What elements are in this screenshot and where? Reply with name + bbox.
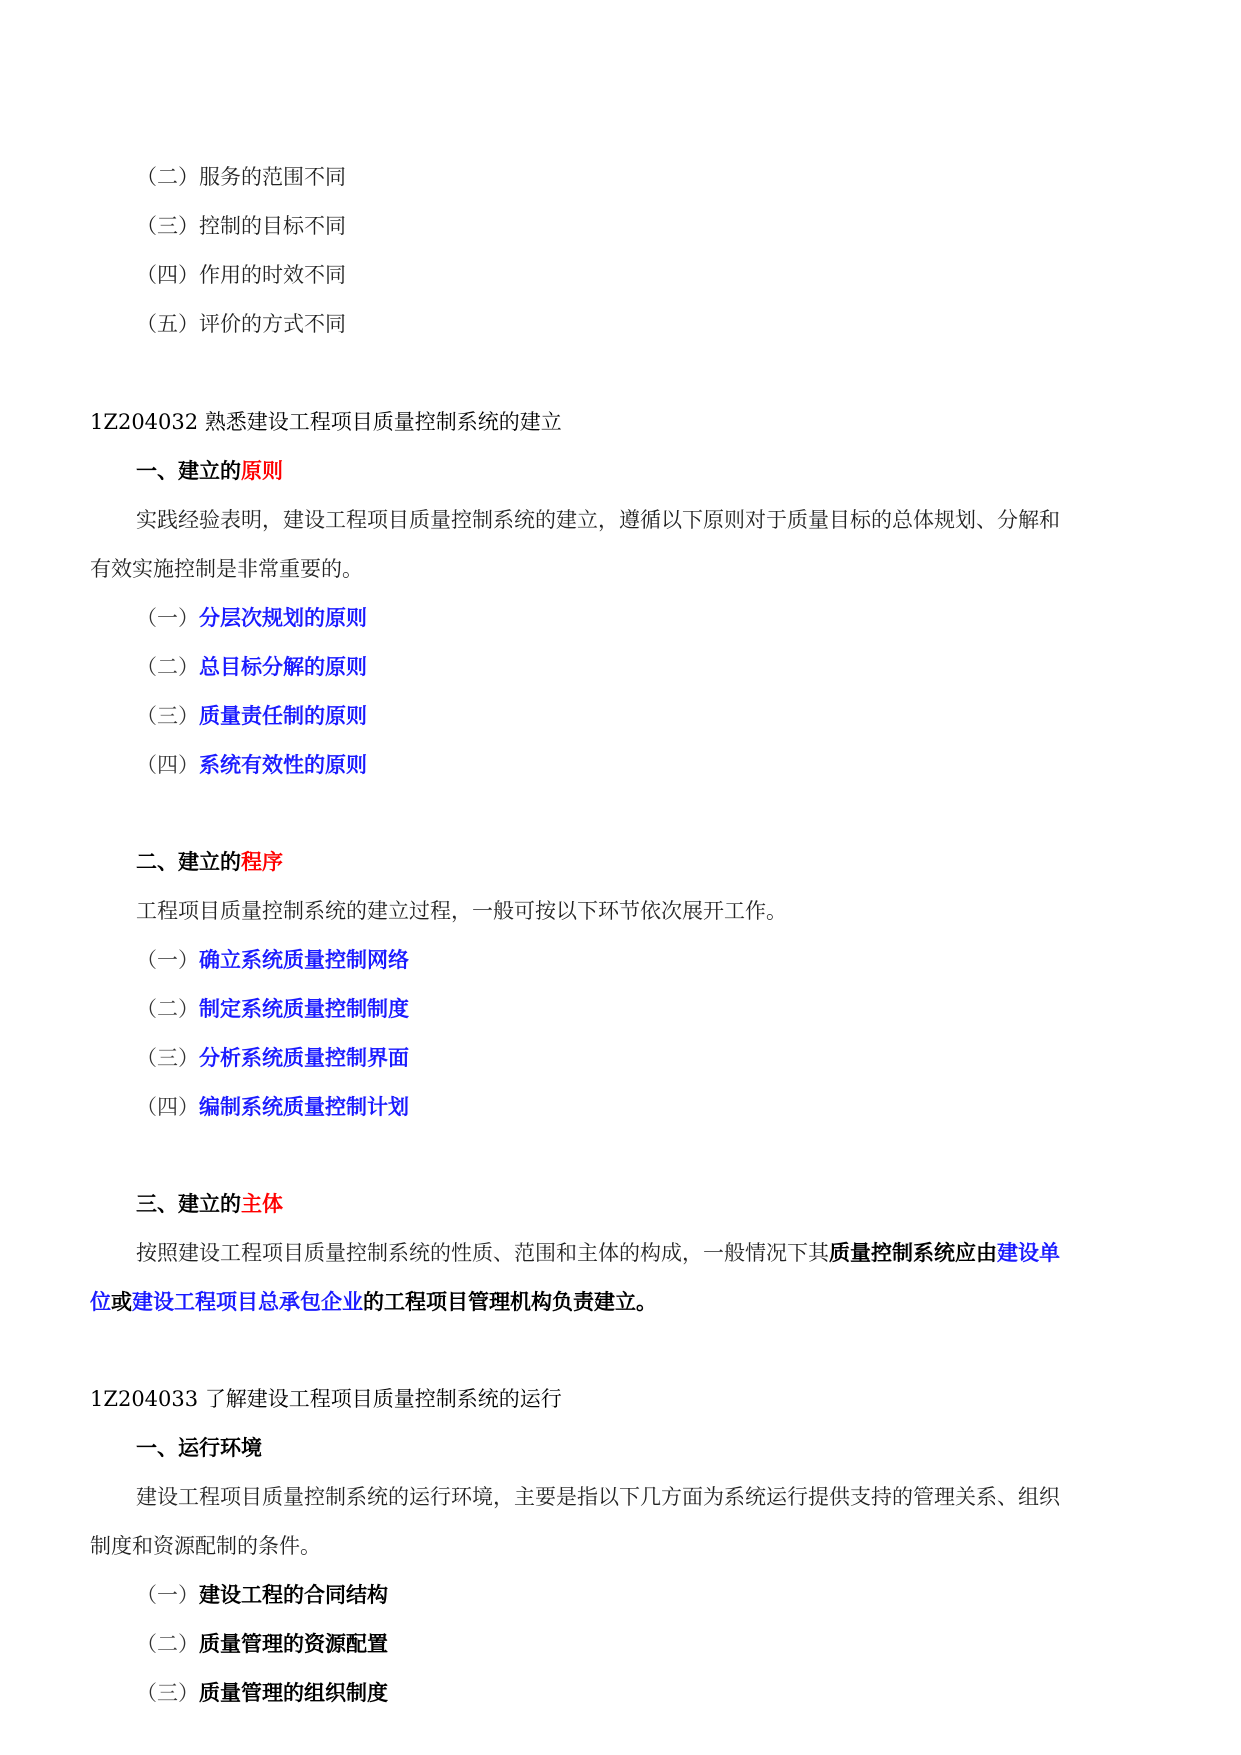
- paragraph-text: 按照建设工程项目质量控制系统的性质、范围和主体的构成，一般情况下其: [136, 1241, 829, 1265]
- list-number: （二）: [136, 655, 199, 679]
- subsection-heading: 一、运行环境: [136, 1436, 262, 1460]
- paragraph-emphasis: 的工程项目管理机构负责建立。: [363, 1290, 657, 1314]
- list-text: 质量管理的资源配置: [199, 1632, 388, 1656]
- list-item: [136, 1678, 388, 1708]
- section-code: 1Z204033: [90, 1387, 199, 1411]
- list-item: （五）评价的方式不同: [136, 312, 346, 336]
- list-item: [136, 1043, 409, 1073]
- list-item: [136, 652, 367, 682]
- list-text: 编制系统质量控制计划: [199, 1095, 409, 1119]
- subsection-keyword: 原则: [241, 459, 283, 483]
- list-number: （二）: [136, 997, 199, 1021]
- list-item: [136, 945, 409, 975]
- list-number: （四）: [136, 1095, 199, 1119]
- list-item: （三）控制的目标不同: [136, 214, 346, 238]
- list-text: 质量责任制的原则: [199, 704, 367, 728]
- list-number: （二）: [136, 1632, 199, 1656]
- section-code: 1Z204032: [90, 410, 199, 434]
- list-text: 建设工程的合同结构: [199, 1583, 388, 1607]
- list-item: （四）作用的时效不同: [136, 263, 346, 287]
- paragraph-line: 制度和资源配制的条件。: [90, 1534, 321, 1558]
- paragraph-highlight: 建设工程项目总承包企业: [132, 1290, 363, 1314]
- subsection-prefix: 二、建立的: [136, 850, 241, 874]
- subsection-keyword: 程序: [241, 850, 283, 874]
- paragraph-line: 实践经验表明，建设工程项目质量控制系统的建立，遵循以下原则对于质量目标的总体规划、分解和: [136, 508, 1060, 532]
- paragraph-line: [90, 1287, 657, 1317]
- list-item: [136, 603, 367, 633]
- list-text: 分层次规划的原则: [199, 606, 367, 630]
- list-text: 系统有效性的原则: [199, 753, 367, 777]
- paragraph-highlight: 位: [90, 1290, 111, 1314]
- list-item: [136, 1629, 388, 1659]
- subsection-keyword: 主体: [241, 1192, 283, 1216]
- paragraph-highlight: 建设单: [997, 1241, 1060, 1265]
- list-item: [136, 1580, 388, 1610]
- paragraph-line: 建设工程项目质量控制系统的运行环境，主要是指以下几方面为系统运行提供支持的管理关系、组织: [136, 1485, 1060, 1509]
- list-number: （四）: [136, 753, 199, 777]
- section-title: 了解建设工程项目质量控制系统的运行: [204, 1387, 562, 1411]
- paragraph-line: 工程项目质量控制系统的建立过程，一般可按以下环节依次展开工作。: [136, 899, 787, 923]
- list-number: （三）: [136, 1681, 199, 1705]
- list-text: 确立系统质量控制网络: [199, 948, 409, 972]
- subsection-heading: [136, 1189, 283, 1219]
- list-item: [136, 701, 367, 731]
- subsection-prefix: 一、建立的: [136, 459, 241, 483]
- list-text: 质量管理的组织制度: [199, 1681, 388, 1705]
- list-number: （三）: [136, 1046, 199, 1070]
- subsection-prefix: 三、建立的: [136, 1192, 241, 1216]
- list-text: 总目标分解的原则: [199, 655, 367, 679]
- paragraph-line: [136, 1238, 1060, 1268]
- section-title: 熟悉建设工程项目质量控制系统的建立: [204, 410, 562, 434]
- list-number: （一）: [136, 606, 199, 630]
- list-number: （一）: [136, 948, 199, 972]
- list-item: （二）服务的范围不同: [136, 165, 346, 189]
- list-text: 制定系统质量控制制度: [199, 997, 409, 1021]
- list-text: 分析系统质量控制界面: [199, 1046, 409, 1070]
- list-number: （三）: [136, 704, 199, 728]
- list-number: （一）: [136, 1583, 199, 1607]
- paragraph-emphasis: 或: [111, 1290, 132, 1314]
- paragraph-emphasis: 质量控制系统应由: [829, 1241, 997, 1265]
- section-heading: [90, 1384, 562, 1414]
- list-item: [136, 750, 367, 780]
- subsection-heading: [136, 847, 283, 877]
- subsection-heading: [136, 456, 283, 486]
- paragraph-line: 有效实施控制是非常重要的。: [90, 557, 363, 581]
- list-item: [136, 1092, 409, 1122]
- section-heading: [90, 407, 562, 437]
- list-item: [136, 994, 409, 1024]
